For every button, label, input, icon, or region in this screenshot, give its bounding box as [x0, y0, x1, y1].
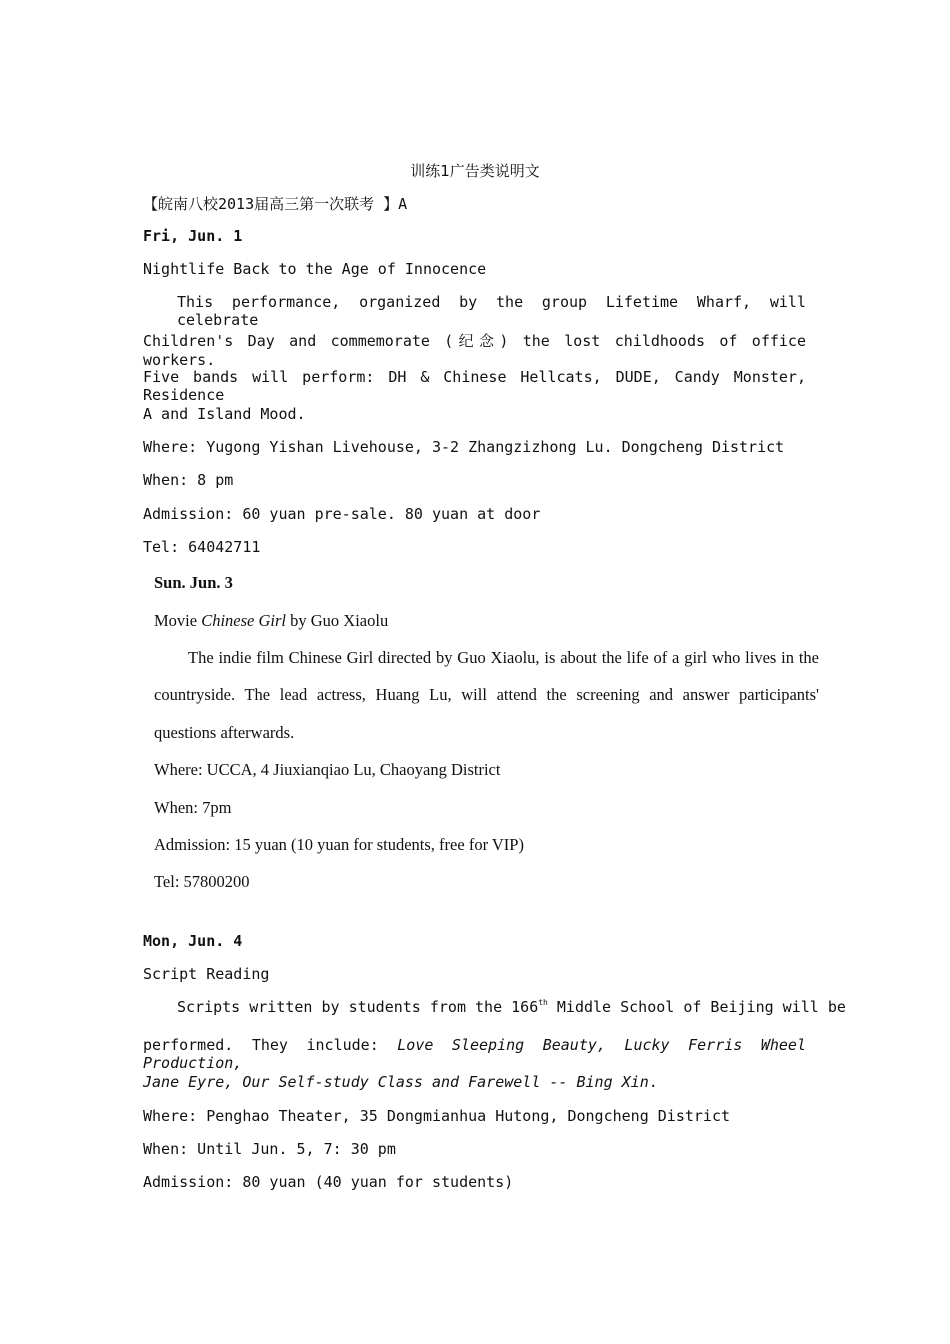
event3-admission: Admission: 80 yuan (40 yuan for students) — [143, 1173, 514, 1191]
event2-when: When: 7pm — [154, 798, 232, 817]
event3-desc-line1 — [177, 998, 846, 1016]
event1-date: Fri, Jun. 1 — [143, 227, 243, 245]
source-line: 【皖南八校2013届高三第一次联考 】A — [143, 195, 408, 213]
ordinal-suffix: th — [538, 998, 548, 1007]
event1-tel: Tel: 64042711 — [143, 538, 261, 556]
event2-admission: Admission: 15 yuan (10 yuan for students, free for VIP) — [154, 835, 524, 854]
event3-name: Script Reading — [143, 965, 270, 983]
event2-name-prefix: Movie — [154, 611, 202, 630]
event1-desc-line2: Children's Day and commemorate (纪念) the lost childhoods of office workers. — [143, 332, 806, 369]
event1-where: Where: Yugong Yishan Livehouse, 3-2 Zhangzizhong Lu. Dongcheng District — [143, 438, 785, 456]
event2-name-suffix: by Guo Xiaolu — [286, 611, 389, 630]
event1-desc-line4: A and Island Mood. — [143, 405, 306, 423]
event1-name: Nightlife Back to the Age of Innocence — [143, 260, 487, 278]
event2-desc-line2: countryside. The lead actress, Huang Lu, will attend the screening and answer participants' — [154, 685, 819, 704]
event2-name-title: Chinese Girl — [201, 611, 287, 630]
event2-date: Sun. Jun. 3 — [154, 573, 233, 592]
event2-tel: Tel: 57800200 — [154, 872, 250, 891]
event2-where: Where: UCCA, 4 Jiuxianqiao Lu, Chaoyang District — [154, 760, 501, 779]
event3-date: Mon, Jun. 4 — [143, 932, 243, 950]
event1-desc-line1: This performance, organized by the group Lifetime Wharf, will celebrate — [177, 293, 806, 329]
event3-titles-1: Love Sleeping Beauty, Lucky Ferris Wheel Production, — [143, 1036, 806, 1072]
event3-desc-end: . — [648, 1073, 658, 1091]
event3-desc-line3 — [143, 1073, 658, 1091]
event3-desc-line2-a: performed. They include: — [143, 1036, 398, 1054]
event3-desc-line1-a: Scripts written by students from the 166 — [177, 998, 539, 1016]
event1-desc-line3: Five bands will perform: DH & Chinese Hellcats, DUDE, Candy Monster, Residence — [143, 368, 806, 404]
event3-where: Where: Penghao Theater, 35 Dongmianhua Hutong, Dongcheng District — [143, 1107, 730, 1125]
event3-when: When: Until Jun. 5, 7: 30 pm — [143, 1140, 396, 1158]
event2-name — [154, 611, 388, 631]
event1-when: When: 8 pm — [143, 471, 234, 489]
event2-desc-line1: The indie film Chinese Girl directed by Guo Xiaolu, is about the life of a girl who lives in the — [188, 648, 819, 667]
event3-desc-line1-b: Middle School of Beijing will be — [547, 998, 846, 1016]
event2-desc-line3: questions afterwards. — [154, 723, 295, 742]
page-title: 训练1广告类说明文 — [410, 162, 540, 180]
event1-admission: Admission: 60 yuan pre-sale. 80 yuan at door — [143, 505, 541, 523]
event3-titles-2: Jane Eyre, Our Self-study Class and Farewell -- Bing Xin — [143, 1073, 649, 1091]
event3-desc-line2 — [143, 1036, 806, 1072]
